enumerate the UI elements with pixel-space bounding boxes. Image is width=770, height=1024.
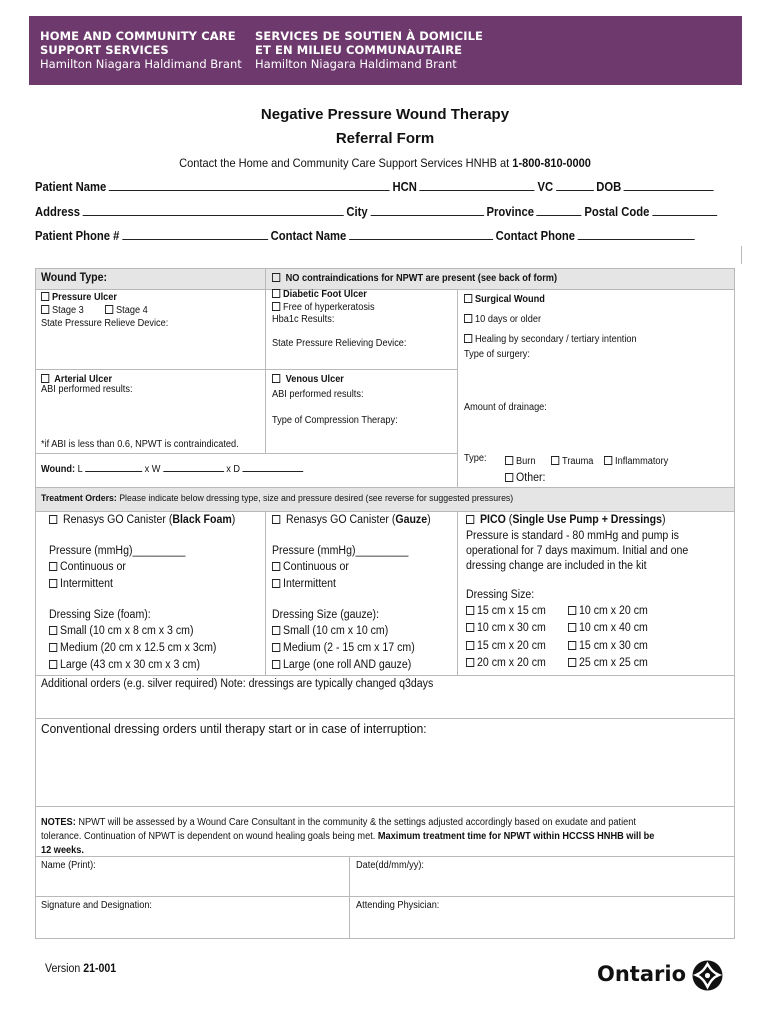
stage4-row[interactable]	[105, 305, 148, 317]
pico-size-l1[interactable]	[466, 622, 546, 634]
hyperkeratosis-checkbox[interactable]	[272, 302, 280, 311]
notes-label: NOTES:	[41, 817, 76, 828]
pico-size-checkbox[interactable]	[568, 658, 576, 667]
foam-continuous-label: Continuous or	[60, 561, 126, 573]
contact-name-label: Contact Name	[270, 229, 347, 243]
gauze-pressure[interactable]: Pressure (mmHg)_________	[272, 545, 409, 557]
foam-medium-row[interactable]	[49, 642, 216, 654]
address-label: Address	[35, 205, 81, 219]
wound-d-field[interactable]	[243, 464, 304, 472]
ontario-trillium-icon	[692, 960, 723, 991]
gauze-medium-label: Medium (2 - 15 cm x 17 cm)	[283, 642, 415, 654]
grid-line	[35, 268, 36, 938]
pico-size-r1[interactable]	[568, 622, 648, 634]
pico-desc-3: dressing change are included in the kit	[466, 560, 647, 572]
foam-medium-checkbox[interactable]	[49, 643, 57, 652]
trauma-checkbox[interactable]	[551, 456, 559, 465]
grid-line	[734, 268, 735, 938]
name-print-field[interactable]: Name (Print):	[41, 860, 96, 871]
pressure-device-label: State Pressure Relieve Device:	[41, 318, 169, 329]
signature-field[interactable]: Signature and Designation:	[41, 900, 152, 911]
version-prefix: Version	[45, 963, 84, 975]
grid-line	[35, 268, 735, 269]
grid-line	[35, 487, 735, 488]
surgical-row[interactable]	[464, 294, 545, 306]
postal-label: Postal Code	[584, 205, 650, 219]
stage3-label: Stage 3	[52, 305, 84, 316]
form-subtitle: Referral Form	[335, 130, 435, 147]
abi2-label: ABI performed results:	[272, 389, 364, 400]
relieving-device-label: State Pressure Relieving Device:	[272, 338, 407, 349]
pico-size-label-r3: 25 cm x 25 cm	[579, 657, 648, 669]
pico-size-label-r1: 10 cm x 40 cm	[579, 622, 648, 634]
contact-line	[31, 156, 739, 170]
treatment-header-bold: Treatment Orders:	[41, 493, 117, 504]
foam-prefix: Renasys GO Canister (	[62, 514, 173, 526]
vc-field[interactable]	[556, 180, 594, 191]
foam-medium-label: Medium (20 cm x 12.5 cm x 3cm)	[60, 642, 217, 654]
gauze-small-checkbox[interactable]	[272, 626, 280, 635]
drainage-label: Amount of drainage:	[464, 402, 547, 413]
wound-w-label: x W	[144, 464, 161, 475]
burn-row[interactable]	[505, 456, 535, 468]
grid-line	[35, 369, 457, 370]
venous-label: Venous Ulcer	[285, 374, 344, 385]
gauze-large-checkbox[interactable]	[272, 660, 280, 669]
notes-l1: NPWT will be assessed by a Wound Care Consultant in the community & the settings adjusted accordingly based on exudate and patient	[75, 817, 636, 828]
gauze-small-label: Small (10 cm x 10 cm)	[283, 625, 389, 637]
patient-row-2	[35, 205, 720, 219]
grid-line	[349, 856, 350, 938]
foam-row[interactable]	[49, 514, 235, 526]
province-field[interactable]	[537, 205, 582, 216]
other-checkbox[interactable]	[505, 473, 513, 482]
patient-row-3	[35, 229, 697, 243]
pico-size-l0[interactable]	[466, 605, 546, 617]
gauze-prefix: Renasys GO Canister (	[285, 514, 396, 526]
pico-size-label-r0: 10 cm x 20 cm	[579, 605, 648, 617]
gauze-continuous-label: Continuous or	[283, 561, 349, 573]
type-label: Type:	[464, 453, 487, 464]
inflammatory-row[interactable]	[604, 456, 668, 468]
pico-size-checkbox[interactable]	[466, 658, 474, 667]
abi-note: *if ABI is less than 0.6, NPWT is contraindicated.	[41, 439, 239, 450]
date-field[interactable]: Date(dd/mm/yy):	[356, 860, 424, 871]
contact-phone: 1-800-810-0000	[512, 156, 591, 170]
conventional-orders[interactable]: Conventional dressing orders until therapy start or in case of interruption:	[41, 721, 427, 736]
notes-line2	[41, 831, 654, 843]
wound-l-field[interactable]	[85, 464, 142, 472]
foam-small-label: Small (10 cm x 8 cm x 3 cm)	[60, 625, 194, 637]
surgery-type-label: Type of surgery:	[464, 349, 530, 360]
foam-large-label: Large (43 cm x 30 cm x 3 cm)	[60, 659, 200, 671]
banner-en-line2: SUPPORT SERVICES	[40, 43, 169, 57]
patient-name-field[interactable]	[109, 180, 390, 191]
pico-size-checkbox[interactable]	[466, 641, 474, 650]
pico-row[interactable]	[466, 514, 666, 526]
pressure-ulcer-checkbox[interactable]	[41, 292, 49, 301]
gauze-medium-checkbox[interactable]	[272, 643, 280, 652]
healing-checkbox[interactable]	[464, 334, 472, 343]
contact-phone-label: Contact Phone	[495, 229, 576, 243]
pico-size-checkbox[interactable]	[568, 606, 576, 615]
pico-size-r0[interactable]	[568, 605, 648, 617]
banner-en-line3: Hamilton Niagara Haldimand Brant	[40, 57, 242, 71]
foam-intermittent-row[interactable]	[49, 578, 113, 590]
banner-fr-line1: SERVICES DE SOUTIEN À DOMICILE	[255, 29, 484, 43]
arterial-checkbox[interactable]	[41, 374, 49, 383]
city-label: City	[346, 205, 368, 219]
pico-size-checkbox[interactable]	[568, 641, 576, 650]
contact-text: Contact the Home and Community Care Support Services HNHB at	[179, 156, 513, 170]
foam-pressure[interactable]: Pressure (mmHg)_________	[49, 545, 186, 557]
grid-line	[457, 289, 458, 487]
version-label	[45, 963, 116, 975]
pico-size-checkbox[interactable]	[466, 623, 474, 632]
address-field[interactable]	[83, 205, 344, 216]
banner-fr-line2: ET EN MILIEU COMMUNAUTAIRE	[255, 43, 463, 57]
pico-size-r2[interactable]	[568, 640, 648, 652]
gauze-medium-row[interactable]	[272, 642, 415, 654]
arterial-label: Arterial Ulcer	[54, 374, 113, 385]
trauma-label: Trauma	[562, 456, 594, 467]
hba1c-label: Hba1c Results:	[272, 314, 335, 325]
stage3-checkbox[interactable]	[41, 305, 49, 314]
gauze-continuous-row[interactable]	[272, 561, 349, 573]
no-contra-checkbox[interactable]	[272, 273, 280, 282]
pico-size-checkbox[interactable]	[466, 606, 474, 615]
no-contra-row[interactable]	[272, 273, 557, 285]
gauze-row[interactable]	[272, 514, 431, 526]
gauze-large-label: Large (one roll AND gauze)	[283, 659, 412, 671]
foam-checkbox[interactable]	[49, 515, 57, 524]
banner-english	[40, 29, 242, 71]
diabetic-label: Diabetic Foot Ulcer	[283, 289, 367, 300]
foam-size-label: Dressing Size (foam):	[49, 609, 151, 621]
surgical-label: Surgical Wound	[475, 294, 545, 305]
gauze-checkbox[interactable]	[272, 515, 280, 524]
inflammatory-label: Inflammatory	[615, 456, 669, 467]
pico-size-l2[interactable]	[466, 640, 546, 652]
province-label: Province	[486, 205, 535, 219]
pico-desc-2: operational for 7 days maximum. Initial and one	[466, 545, 689, 557]
foam-bold: Black Foam	[172, 514, 232, 526]
stage4-label: Stage 4	[116, 305, 148, 316]
notes-l2a: tolerance. Continuation of NPWT is dependent on wound healing goals being met.	[41, 831, 378, 842]
physician-field[interactable]: Attending Physician:	[356, 900, 440, 911]
grid-line	[265, 268, 266, 453]
foam-large-row[interactable]	[49, 659, 200, 671]
gauze-continuous-checkbox[interactable]	[272, 562, 280, 571]
grid-line	[35, 856, 735, 857]
patient-row-1	[35, 180, 717, 194]
notes-line3: 12 weeks.	[41, 845, 84, 856]
inflammatory-checkbox[interactable]	[604, 456, 612, 465]
grid-line	[35, 896, 735, 897]
surgical-checkbox[interactable]	[464, 294, 472, 303]
stage4-checkbox[interactable]	[105, 305, 113, 314]
venous-row[interactable]	[272, 374, 344, 386]
grid-line	[265, 511, 266, 675]
pico-desc-1: Pressure is standard - 80 mmHg and pump is	[466, 530, 679, 542]
gauze-close: )	[427, 514, 431, 526]
banner-french	[255, 29, 483, 71]
hyperkeratosis-label: Free of hyperkeratosis	[283, 302, 375, 313]
healing-row[interactable]	[464, 334, 637, 346]
wound-l-label: L	[77, 464, 83, 475]
notes-l2b: Maximum treatment time for NPWT within HCCSS HNHB will be	[377, 831, 655, 842]
grid-line	[35, 675, 735, 676]
gauze-intermittent-label: Intermittent	[283, 578, 336, 590]
pico-size-label-l3: 20 cm x 20 cm	[477, 657, 546, 669]
phone-label: Patient Phone #	[35, 229, 120, 243]
wound-w-field[interactable]	[163, 464, 224, 472]
foam-continuous-checkbox[interactable]	[49, 562, 57, 571]
additional-orders[interactable]: Additional orders (e.g. silver required) Note: dressings are typically changed q3days	[41, 678, 434, 690]
gauze-small-row[interactable]	[272, 625, 388, 637]
diabetic-row[interactable]	[272, 289, 367, 301]
pico-size-label-l2: 15 cm x 20 cm	[477, 640, 546, 652]
gauze-intermittent-row[interactable]	[272, 578, 336, 590]
pico-size-l3[interactable]	[466, 657, 546, 669]
pico-size-label-l0: 15 cm x 15 cm	[477, 605, 546, 617]
gauze-bold: Gauze	[395, 514, 428, 526]
pico-checkbox[interactable]	[466, 515, 474, 524]
banner-fr-line3: Hamilton Niagara Haldimand Brant	[255, 57, 457, 71]
ten-days-checkbox[interactable]	[464, 314, 472, 323]
hcn-field[interactable]	[420, 180, 535, 191]
wound-label: Wound:	[41, 464, 76, 475]
treatment-header	[41, 493, 513, 505]
grid-line	[35, 718, 735, 719]
dob-field[interactable]	[624, 180, 714, 191]
header-banner	[29, 16, 742, 85]
vc-label: VC	[537, 180, 554, 194]
pressure-ulcer-row[interactable]	[41, 292, 117, 304]
pico-size-label-r2: 15 cm x 30 cm	[579, 640, 648, 652]
burn-checkbox[interactable]	[505, 456, 513, 465]
wound-type-header: Wound Type:	[41, 272, 108, 284]
foam-small-checkbox[interactable]	[49, 626, 57, 635]
other-row[interactable]	[505, 472, 545, 484]
other-label: Other:	[516, 472, 546, 484]
contact-phone-field[interactable]	[578, 229, 695, 240]
healing-label: Healing by secondary / tertiary intention	[475, 334, 637, 345]
ten-days-label: 10 days or older	[475, 314, 542, 325]
postal-field[interactable]	[652, 205, 717, 216]
wound-d-label: x D	[226, 464, 241, 475]
pressure-ulcer-label: Pressure Ulcer	[52, 292, 118, 303]
margin-tick	[741, 246, 742, 264]
hcn-label: HCN	[392, 180, 417, 194]
grid-line	[457, 511, 458, 675]
diabetic-checkbox[interactable]	[272, 289, 280, 298]
version-number: 21-001	[83, 963, 117, 975]
dob-label: DOB	[596, 180, 622, 194]
pico-size-r3[interactable]	[568, 657, 648, 669]
city-field[interactable]	[370, 205, 483, 216]
foam-close: )	[231, 514, 236, 526]
compression-label: Type of Compression Therapy:	[272, 415, 398, 426]
abi-label: ABI performed results:	[41, 384, 133, 395]
venous-checkbox[interactable]	[272, 374, 280, 383]
treatment-header-rest: Please indicate below dressing type, size and pressure desired (see reverse for suggested pressures)	[116, 493, 514, 504]
notes-line1	[41, 817, 636, 829]
ten-days-row[interactable]	[464, 314, 541, 326]
pico-open: (	[505, 514, 513, 526]
pico-size-label: Dressing Size:	[466, 589, 535, 601]
gauze-intermittent-checkbox[interactable]	[272, 579, 280, 588]
foam-small-row[interactable]	[49, 625, 193, 637]
pico-bold: PICO	[479, 514, 506, 526]
grid-line	[35, 289, 735, 290]
patient-name-label: Patient Name	[35, 180, 107, 194]
foam-large-checkbox[interactable]	[49, 660, 57, 669]
wound-measure-row	[41, 464, 303, 476]
grid-line	[35, 806, 735, 807]
ontario-wordmark: Ontario	[597, 962, 686, 986]
stage3-row[interactable]	[41, 305, 84, 317]
no-contra-label: NO contraindications for NPWT are present (see back of form)	[285, 273, 558, 284]
pico-size-checkbox[interactable]	[568, 623, 576, 632]
banner-en-line1: HOME AND COMMUNITY CARE	[40, 29, 236, 43]
pico-close: )	[661, 514, 666, 526]
trauma-row[interactable]	[551, 456, 593, 468]
phone-field[interactable]	[122, 229, 268, 240]
grid-line	[35, 938, 735, 939]
contact-name-field[interactable]	[349, 229, 493, 240]
foam-intermittent-checkbox[interactable]	[49, 579, 57, 588]
gauze-size-label: Dressing Size (gauze):	[272, 609, 380, 621]
hyperkeratosis-row[interactable]	[272, 302, 375, 314]
form-title: Negative Pressure Wound Therapy	[260, 106, 510, 123]
pico-size-label-l1: 10 cm x 30 cm	[477, 622, 546, 634]
foam-continuous-row[interactable]	[49, 561, 126, 573]
gauze-large-row[interactable]	[272, 659, 411, 671]
burn-label: Burn	[516, 456, 536, 467]
pico-bold2: Single Use Pump + Dressings	[512, 514, 662, 526]
foam-intermittent-label: Intermittent	[60, 578, 113, 590]
grid-line	[35, 453, 457, 454]
grid-line	[35, 511, 735, 512]
